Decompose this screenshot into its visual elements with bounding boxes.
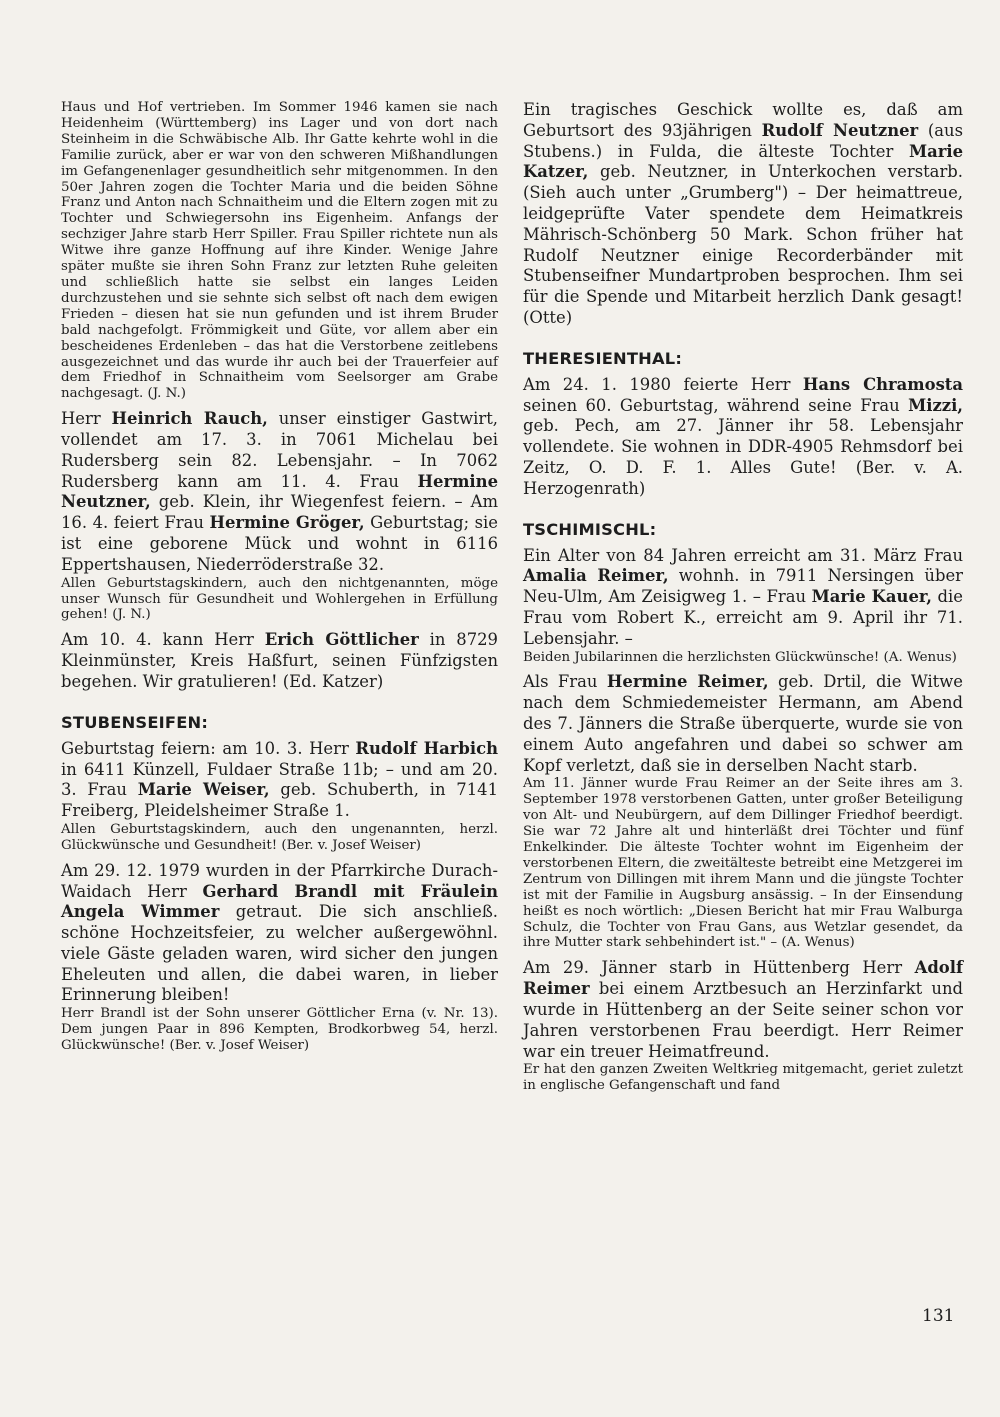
adolf-reimer-paragraph: Am 29. Jänner starb in Hüttenberg Herr Adolf Reimer bei einem Arztbesuch an Herzinfarkt und wurde in Hüttenberg an der Seite seiner schon vor Jahren verstorbenen Frau beerdigt. Herr Reimer war ein treuer Heimatfreund. (523, 958, 963, 1061)
chramosta-birthday-paragraph: Am 24. 1. 1980 feierte Herr Hans Chramosta seinen 60. Geburtstag, während seine Frau Mizzi, geb. Pech, am 27. Jänner ihr 58. Lebensjahr vollendete. Sie wohnen in DDR-4905 Rehmsdorf bei Zeitz, O. D. F. 1. Alles Gute! (Ber. v. A. Herzogenrath) (523, 374, 963, 498)
neutzner-paragraph: Ein tragisches Geschick wollte es, daß am Geburtsort des 93jährigen Rudolf Neutzner (aus Stubens.) in Fulda, die älteste Tochter Marie Katzer, geb. Neutzner, in Unterkochen verstarb. (Sieh auch unter „Grumberg") – Der heimattreue, leidgeprüfte Vater spendete dem Heimatkreis Mährisch-Schönberg 50 Mark. Schon früher hat Rudolf Neutzner einige Recorderbänder mit Stubenseifner Mundartproben besprochen. Ihm sei für die Spende und Mitarbeit herzlich Dank gesagt! (Otte) (523, 100, 963, 327)
birthday-wishes-note: Allen Geburtstagskindern, auch den nichtgenannten, möge unser Wunsch für Gesundheit und Wohlergehen in Erfüllung gehen! (J. N.) (61, 575, 498, 623)
right-column (523, 100, 963, 1094)
section-heading-theresienthal: THERESIENTHAL: (523, 348, 683, 368)
reimer-funeral-text: Am 11. Jänner wurde Frau Reimer an der Seite ihres am 3. September 1978 verstorbenen Gatten, unter großer Beteiligung von Alt- und Neubürgern, auf dem Dillinger Friedhof beerdigt. Sie war 72 Jahre alt und hinterläßt drei Töchter und fünf Enkelkinder. Die älteste Tochter wohnt im Eigenheim der verstorbenen Eltern, die zweitälteste betreibt eine Metzgerei im Zentrum von Dillingen mit ihrem Mann und die jüngste Tochter ist mit der Familie in Augsburg ansässig. – In der Einsendung heißt es noch wörtlich: „Diesen Bericht hat mir Frau Walburga Schulz, die Tochter von Frau Gans, aus Wetzlar gesendet, da ihre Mutter stark sehbehindert ist." – (A. Wenus) (523, 776, 963, 951)
left-column (61, 100, 498, 1054)
brandl-wedding-paragraph: Am 29. 12. 1979 wurden in der Pfarrkirche Durach-Waidach Herr Gerhard Brandl mit Fräulein Angela Wimmer getraut. Die sich anschließ. schöne Hochzeitsfeier, zu welcher außergewöhnl. viele Gäste geladen waren, wird sicher den jungen Eheleuten und allen, die dabei waren, in lieber Erinnerung bleiben! (61, 860, 499, 1005)
section-heading-stubenseifen: STUBENSEIFEN: (61, 712, 209, 732)
reimer-kauer-birthday-paragraph: Ein Alter von 84 Jahren erreicht am 31. März Frau Amalia Reimer, wohnh. in 7911 Nersingen über Neu-Ulm, Am Zeisigweg 1. – Frau Marie Kauer, die Frau vom Robert K., erreicht am 9. April ihr 71. Lebensjahr. – (523, 545, 963, 648)
page-number: 131 (922, 1306, 955, 1326)
jubilarinnen-wishes-note: Beiden Jubilarinnen die herzlichsten Glückwünsche! (A. Wenus) (523, 649, 957, 665)
adolf-reimer-continued-text: Er hat den ganzen Zweiten Weltkrieg mitgemacht, geriet zuletzt in englische Gefangenschaft und fand (523, 1062, 963, 1094)
section-heading-tschimischl: TSCHIMISCHL: (523, 519, 657, 539)
stubenseifen-wishes-note: Allen Geburtstagskindern, auch den ungenannten, herzl. Glückwünsche und Gesundheit! (Ber. v. Josef Weiser) (61, 821, 498, 853)
brandl-wedding-note: Herr Brandl ist der Sohn unserer Göttlicher Erna (v. Nr. 13). Dem jungen Paar in 896 Kempten, Brodkorbweg 54, herzl. Glückwünsche! (Ber. v. Josef Weiser) (61, 1006, 498, 1054)
hermine-reimer-accident-paragraph: Als Frau Hermine Reimer, geb. Drtil, die Witwe nach dem Schmiedemeister Hermann, am Abend des 7. Jänners die Straße überquerte, wurde sie von einem Auto angefahren und dabei so schwer am Kopf verletzt, daß sie in derselben Nacht starb. (523, 672, 964, 775)
stubenseifen-birthdays-paragraph: Geburtstag feiern: am 10. 3. Herr Rudolf Harbich in 6411 Künzell, Fuldaer Straße 11b; – und am 20. 3. Frau Marie Weiser, geb. Schuberth, in 7141 Freiberg, Pleidelsheimer Straße 1. (61, 738, 498, 821)
spiller-obituary-text: Haus und Hof vertrieben. Im Sommer 1946 kamen sie nach Heidenheim (Württemberg) ins Lager und von dort nach Steinheim in die Schwäbische Alb. Ihr Gatte kehrte wohl in die Familie zurück, aber er war von den schweren Mißhandlungen im Gefangenenlager gesundheitlich sehr mitgenommen. In den 50er Jahren zogen die Tochter Maria und die beiden Söhne Franz und Anton nach Schnaitheim und die Eltern zogen mit zu Tochter und Schwiegersohn ins Eigenheim. Anfangs der sechziger Jahre starb Herr Spiller. Frau Spiller richtete nun als Witwe ihre ganze Hoffnung auf ihre Kinder. Wenige Jahre später mußte sie ihren Sohn Franz zur letzten Ruhe geleiten und schließlich hatte sie selbst ein langes Leiden durchzustehen und sie sehnte sich selbst oft nach dem ewigen Frieden – diesen hat sie nun gefunden und ist ihrem Bruder bald nachgefolgt. Frömmigkeit und Güte, vor allem aber ein bescheidenes Erdenleben – das hat die Verstorbene zeitlebens ausgezeichnet und das wurde ihr auch bei der Trauerfeier auf dem Friedhof in Schnaitheim vom Seelsorger am Grabe nachgesagt. (J. N.) (61, 100, 498, 402)
goettlicher-birthday-paragraph: Am 10. 4. kann Herr Erich Göttlicher in 8729 Kleinmünster, Kreis Haßfurt, seinen Fünfzigsten begehen. Wir gratulieren! (Ed. Katzer) (61, 630, 498, 691)
rauch-birthday-paragraph: Herr Heinrich Rauch, unser einstiger Gastwirt, vollendet am 17. 3. in 7061 Michelau bei Rudersberg sein 82. Lebensjahr. – In 7062 Rudersberg kann am 11. 4. Frau Hermine Neutzner, geb. Klein, ihr Wiegenfest feiern. – Am 16. 4. feiert Frau Hermine Gröger, Geburtstag; sie ist eine geborene Mück und wohnt in 6116 Eppertshausen, Niederröderstraße 32. (61, 409, 498, 574)
